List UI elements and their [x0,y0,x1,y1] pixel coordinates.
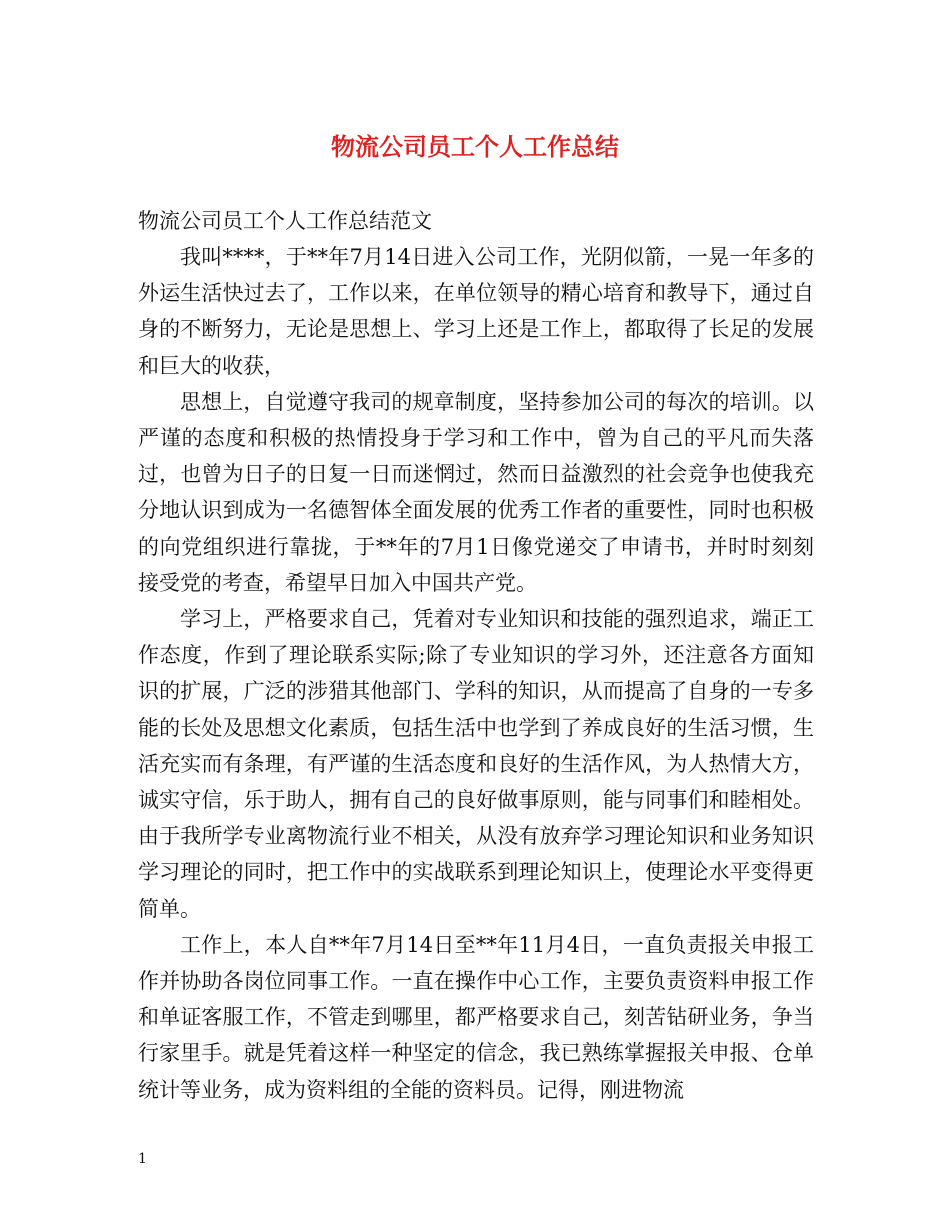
paragraph-thought: 思想上，自觉遵守我司的规章制度，坚持参加公司的每次的培训。以严谨的态度和积极的热情投身于学习和工作中，曾为自己的平凡而失落过，也曾为日子的日复一日而迷惘过，然而日益激烈的社会竞争也使我充分地认识到成为一名德智体全面发展的优秀工作者的重要性，同时也积极的向党组织进行靠拢，于**年的7月1日像党递交了申请书，并时时刻刻接受党的考查，希望早日加入中国共产党。 [138,389,814,595]
paragraph-work: 工作上，本人自**年7月14日至**年11月4日，一直负责报关申报工作并协助各岗位同事工作。一直在操作中心工作，主要负责资料申报工作和单证客服工作，不管走到哪里，都严格要求自己，刻苦钻研业务，争当行家里手。就是凭着这样一种坚定的信念，我已熟练掌握报关申报、仓单统计等业务，成为资料组的全能的资料员。记得，刚进物流 [138,932,814,1102]
document-title: 物流公司员工个人工作总结 [331,132,619,161]
paragraph-intro: 我叫****，于**年7月14日进入公司工作，光阴似箭，一晃一年多的外运生活快过去了，工作以来，在单位领导的精心培育和教导下，通过自身的不断努力，无论是思想上、学习上还是工作上，都取得了长足的发展和巨大的收获， [138,245,814,378]
document-body [138,239,814,1108]
page-number: 1 [138,1151,147,1167]
paragraph-study: 学习上，严格要求自己，凭着对专业知识和技能的强烈追求，端正工作态度，作到了理论联系实际;除了专业知识的学习外，还注意各方面知识的扩展，广泛的涉猎其他部门、学科的知识，从而提高了自身的一专多能的长处及思想文化素质，包括生活中也学到了养成良好的生活习惯，生活充实而有条理，有严谨的生活态度和良好的生活作风，为人热情大方，诚实守信，乐于助人，拥有自己的良好做事原则，能与同事们和睦相处。由于我所学专业离物流行业不相关，从没有放弃学习理论知识和业务知识学习理论的同时，把工作中的实战联系到理论知识上，使理论水平变得更简单。 [138,607,814,921]
document-subtitle: 物流公司员工个人工作总结范文 [138,209,432,233]
